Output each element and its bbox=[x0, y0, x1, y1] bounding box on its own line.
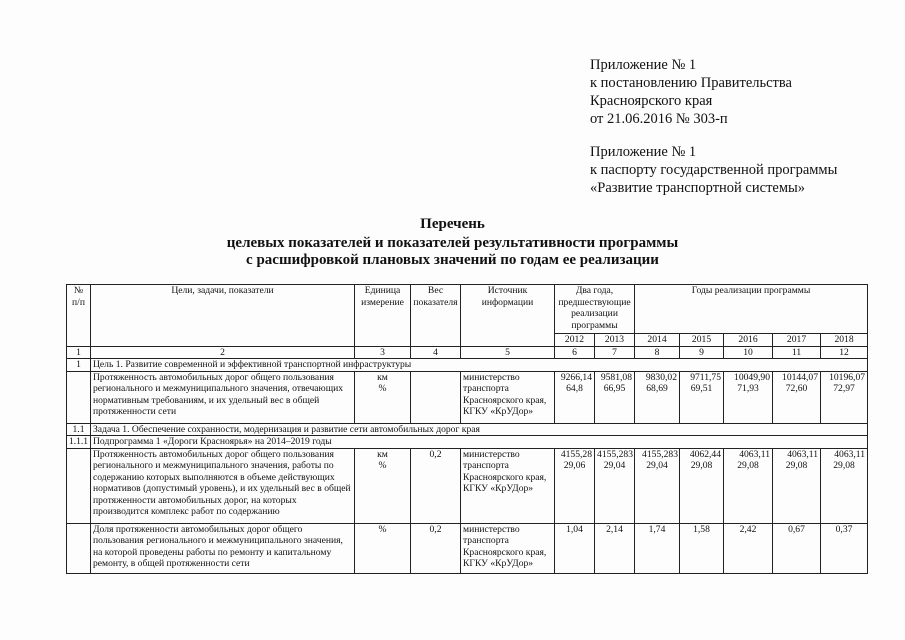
weight-cell: 0,2 bbox=[411, 523, 461, 573]
unit-value: % bbox=[378, 383, 387, 394]
value-km: 4063,11 bbox=[739, 448, 771, 460]
value-pct: 29,08 bbox=[785, 460, 808, 471]
value-cell: 0,37 bbox=[821, 523, 868, 573]
unit-cell bbox=[355, 448, 411, 523]
value-cell bbox=[680, 371, 724, 423]
value-cell bbox=[773, 448, 821, 523]
value-cell bbox=[635, 448, 680, 523]
header-weight: Вес показателя bbox=[411, 285, 461, 347]
col-number: 10 bbox=[724, 346, 773, 359]
row-number-empty bbox=[67, 523, 91, 573]
header-source: Источник информации bbox=[461, 285, 555, 347]
header-line: Красноярского края bbox=[590, 93, 713, 109]
year-cell: 2016 bbox=[724, 334, 773, 347]
indicator-text: Протяженность автомобильных дорог общего пользования регионального и межмуниципального значения, работы по содержанию которых выполняются в объеме действующих нормативов (допустимый уровень), и их удельный вес в общей протяженности автомобильных дорог, на которых производится комплекс работ по содержанию bbox=[91, 448, 355, 523]
value-cell bbox=[821, 371, 868, 423]
value-km: 9581,08 bbox=[600, 371, 633, 383]
column-numbers-row bbox=[67, 346, 868, 359]
weight-cell bbox=[411, 371, 461, 423]
value-cell bbox=[595, 448, 635, 523]
unit-value: км bbox=[377, 448, 388, 460]
value-cell bbox=[680, 448, 724, 523]
header-num: № п/п bbox=[67, 285, 91, 347]
col-number: 5 bbox=[461, 346, 555, 359]
source-cell: министерство транспорта Красноярского края, КГКУ «КрУДор» bbox=[461, 448, 555, 523]
value-km: 4155,283 bbox=[642, 448, 679, 460]
value-km: 9830,02 bbox=[645, 371, 678, 383]
value-pct: 29,06 bbox=[563, 460, 586, 471]
value-km: 10049,90 bbox=[734, 371, 771, 383]
col-number: 6 bbox=[555, 346, 595, 359]
year-cell: 2018 bbox=[821, 334, 868, 347]
value-pct: 72,60 bbox=[785, 383, 808, 394]
value-km: 4155,28 bbox=[560, 448, 592, 460]
value-pct: 29,04 bbox=[646, 460, 668, 471]
value-pct: 29,04 bbox=[603, 460, 626, 471]
value-pct: 29,08 bbox=[833, 460, 855, 471]
year-cell: 2017 bbox=[773, 334, 821, 347]
value-km: 10196,07 bbox=[829, 371, 866, 383]
goal-row bbox=[67, 359, 868, 372]
year-cell: 2012 bbox=[555, 334, 595, 347]
value-pct: 64,8 bbox=[566, 383, 583, 394]
value-pct: 68,69 bbox=[646, 383, 668, 394]
col-number: 4 bbox=[411, 346, 461, 359]
value-cell bbox=[773, 371, 821, 423]
value-km: 10144,07 bbox=[782, 371, 819, 383]
value-pct: 69,51 bbox=[690, 383, 713, 394]
indicators-table bbox=[66, 284, 868, 574]
document-title: Перечень bbox=[420, 216, 485, 232]
source-cell: министерство транспорта Красноярского края, КГКУ «КрУДор» bbox=[461, 371, 555, 423]
year-cell: 2015 bbox=[680, 334, 724, 347]
indicator-text: Доля протяженности автомобильных дорог общего пользования регионального и межмуниципального значения, на которой проведены работы по ремонту и капитальному ремонту, в общей протяженности сети bbox=[91, 523, 355, 573]
value-km: 4062,44 bbox=[689, 448, 722, 460]
col-number: 12 bbox=[821, 346, 868, 359]
value-pct: 66,95 bbox=[603, 383, 626, 394]
value-cell bbox=[555, 371, 595, 423]
col-number: 8 bbox=[635, 346, 680, 359]
appendix-header-passport bbox=[590, 143, 837, 197]
row-number: 1.1 bbox=[67, 423, 91, 436]
header-goals: Цели, задачи, показатели bbox=[91, 285, 355, 347]
header-line: Приложение № 1 bbox=[590, 144, 697, 160]
value-cell: 2,42 bbox=[724, 523, 773, 573]
col-number: 1 bbox=[67, 346, 91, 359]
col-number: 7 bbox=[595, 346, 635, 359]
value-pct: 71,93 bbox=[737, 383, 759, 394]
weight-cell: 0,2 bbox=[411, 448, 461, 523]
subprogram-row bbox=[67, 436, 868, 449]
col-number: 3 bbox=[355, 346, 411, 359]
value-cell bbox=[595, 371, 635, 423]
task-row bbox=[67, 423, 868, 436]
value-km: 9711,75 bbox=[690, 371, 722, 383]
row-number: 1.1.1 bbox=[67, 436, 91, 449]
header-impl-years: Годы реализации программы bbox=[635, 285, 868, 334]
value-cell: 0,67 bbox=[773, 523, 821, 573]
header-line: к паспорту государственной программы bbox=[590, 162, 838, 178]
row-number: 1 bbox=[67, 359, 91, 372]
value-km: 4155,283 bbox=[597, 448, 634, 460]
year-cell: 2014 bbox=[635, 334, 680, 347]
indicator-row bbox=[67, 448, 868, 523]
unit-cell bbox=[355, 371, 411, 423]
value-cell: 2,14 bbox=[595, 523, 635, 573]
appendix-header-decree bbox=[590, 56, 792, 128]
goal-text: Цель 1. Развитие современной и эффективной транспортной инфраструктуры bbox=[91, 359, 868, 372]
task-text: Задача 1. Обеспечение сохранности, модернизация и развитие сети автомобильных дорог края bbox=[91, 423, 868, 436]
unit-value: % bbox=[355, 523, 411, 573]
value-cell bbox=[555, 448, 595, 523]
value-pct: 29,08 bbox=[737, 460, 759, 471]
year-cell: 2013 bbox=[595, 334, 635, 347]
unit-value: % bbox=[378, 460, 387, 471]
source-cell: министерство транспорта Красноярского края, КГКУ «КрУДор» bbox=[461, 523, 555, 573]
value-cell: 1,74 bbox=[635, 523, 680, 573]
header-line: Приложение № 1 bbox=[590, 57, 697, 73]
value-pct: 29,08 bbox=[690, 460, 713, 471]
value-cell bbox=[724, 448, 773, 523]
value-cell: 1,04 bbox=[555, 523, 595, 573]
subprogram-text: Подпрограмма 1 «Дороги Красноярья» на 2014–2019 годы bbox=[91, 436, 868, 449]
value-cell bbox=[724, 371, 773, 423]
indicator-text: Протяженность автомобильных дорог общего пользования регионального и межмуниципального значения, отвечающих нормативным требованиям, и их удельный вес в общей протяженности сети bbox=[91, 371, 355, 423]
value-cell bbox=[635, 371, 680, 423]
col-number: 9 bbox=[680, 346, 724, 359]
value-km: 9266,14 bbox=[560, 371, 592, 383]
row-number-empty bbox=[67, 371, 91, 423]
col-number: 2 bbox=[91, 346, 355, 359]
value-cell: 1,58 bbox=[680, 523, 724, 573]
header-line: от 21.06.2016 № 303-п bbox=[590, 111, 728, 127]
value-pct: 72,97 bbox=[833, 383, 855, 394]
indicator-row bbox=[67, 523, 868, 573]
col-number: 11 bbox=[773, 346, 821, 359]
value-cell bbox=[821, 448, 868, 523]
header-two-years: Два года, предшествующие реализации программы bbox=[555, 285, 635, 334]
unit-value: км bbox=[377, 371, 388, 383]
indicator-row bbox=[67, 371, 868, 423]
header-line: к постановлению Правительства bbox=[590, 75, 792, 91]
header-unit: Единица измерение bbox=[355, 285, 411, 347]
document-subtitle: с расшифровкой плановых значений по годам ее реализации bbox=[246, 252, 659, 268]
value-km: 4063,11 bbox=[787, 448, 819, 460]
value-km: 4063,11 bbox=[834, 448, 866, 460]
header-line: «Развитие транспортной системы» bbox=[590, 180, 806, 196]
table-header-row bbox=[67, 285, 868, 334]
row-number-empty bbox=[67, 448, 91, 523]
document-subtitle: целевых показателей и показателей результативности программы bbox=[226, 235, 679, 251]
